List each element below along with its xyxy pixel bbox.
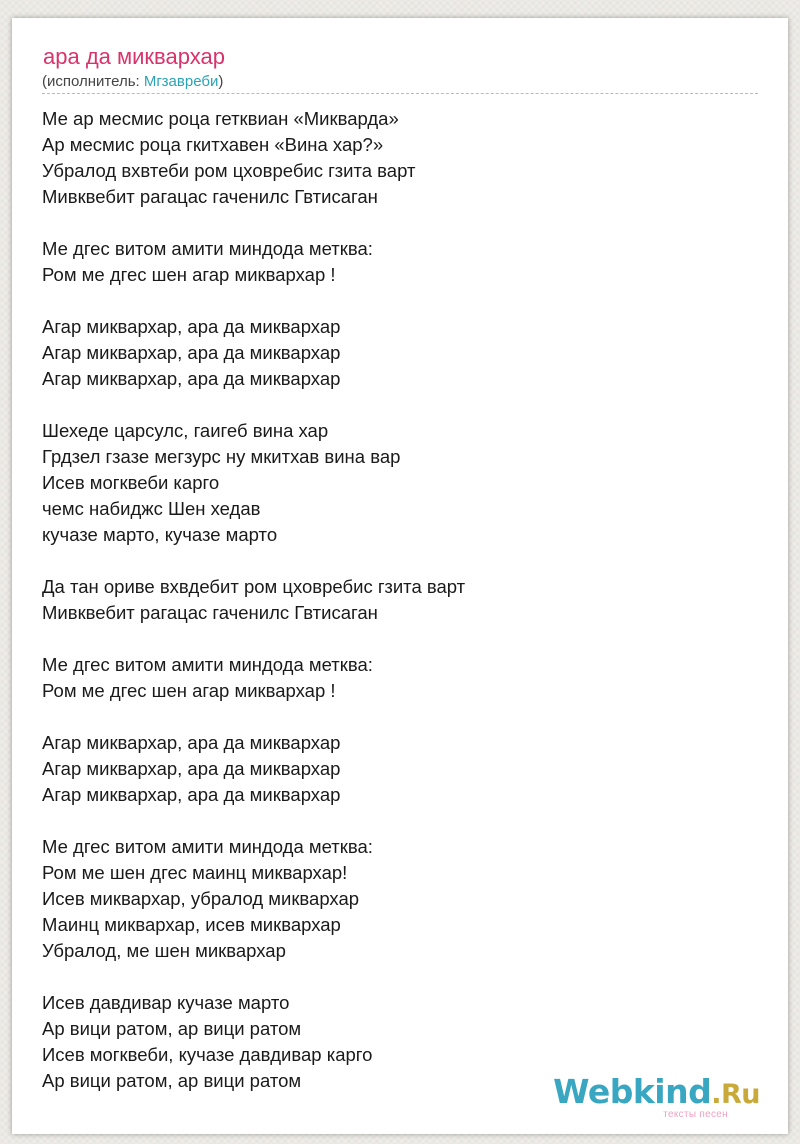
logo-wordmark [553, 1072, 760, 1112]
logo-tagline: тексты песен [663, 1109, 728, 1120]
dashed-divider [42, 93, 758, 94]
site-logo[interactable] [553, 1072, 760, 1120]
lyrics-text: Ме ар месмис роца гетквиан «Микварда» Ар месмис роца гкитхавен «Вина хар?» Убралод вхвтеби ром цховребис гзита варт Мивквебит рагацас гаченилс Гвтисаган Ме дгес витом амити миндода метква: Ром ме дгес шен агар миквархар ! Агар миквархар, ара да миквархар Агар миквархар, ара да миквархар Агар миквархар, ара да миквархар Шехеде царсулс, гаигеб вина хар Грдзел гзазе мегзурс ну мкитхав вина вар Исев могквеби карго чемс набиджс Шен хедав кучазе марто, кучазе марто Да тан ориве вхвдебит ром цховребис гзита варт Мивквебит рагацас гаченилс Гвтисаган Ме дгес витом амити миндода метква: Ром ме дгес шен агар миквархар ! Агар миквархар, ара да миквархар Агар миквархар, ара да миквархар Агар миквархар, ара да миквархар Ме дгес витом амити миндода метква: Ром ме шен дгес маинц миквархар! Исев миквархар, убралод миквархар Маинц миквархар, исев миквархар Убралод, ме шен миквархар Исев давдивар кучазе марто Ар вици ратом, ар вици ратом Исев могквеби, кучазе давдивар карго Ар вици ратом, ар вици ратом [42, 108, 466, 1091]
artist-suffix: ) [218, 73, 224, 90]
song-title: ара да миквархар [43, 44, 225, 69]
logo-tld: .Ru [711, 1079, 760, 1110]
artist-link[interactable]: Мгзавреби [143, 73, 219, 90]
artist-prefix: (исполнитель: [42, 73, 144, 90]
artist-line [42, 73, 223, 91]
lyrics-sheet [12, 18, 788, 1134]
logo-main-text: Webkind [553, 1072, 712, 1111]
